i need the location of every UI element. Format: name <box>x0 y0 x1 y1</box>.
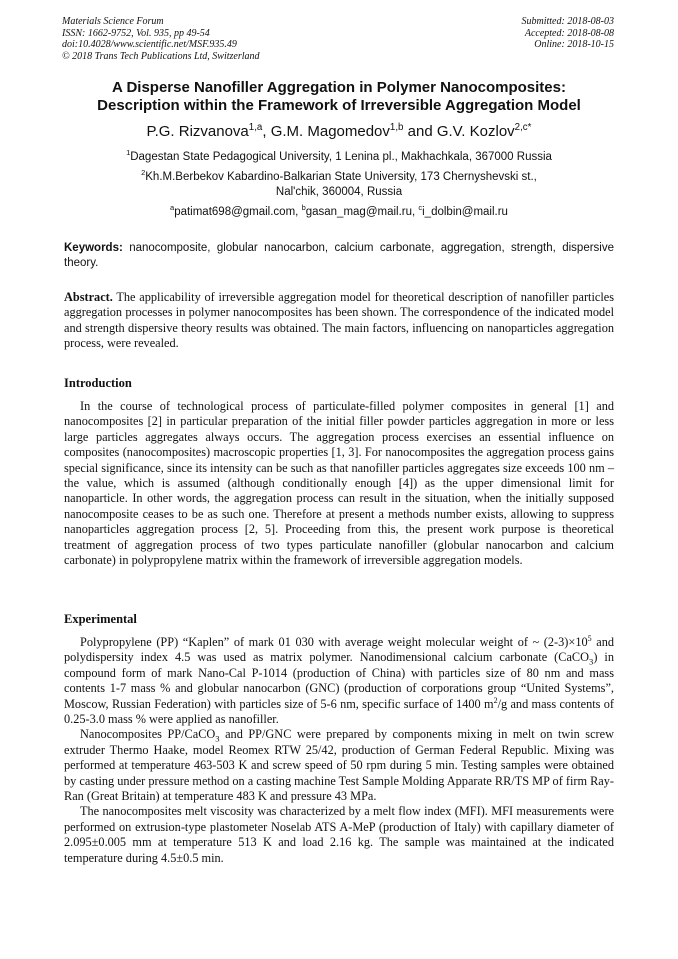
email-separator: , <box>412 206 419 218</box>
experimental-section <box>64 635 614 866</box>
affiliation-number: 2 <box>141 168 146 178</box>
text-run: Nanocomposites PP/CaCO <box>80 727 216 742</box>
text-run: ) in compound form of mark Nano-Cal P-1014 (production of China) with particles size of 80 nm and mass contents 1-7 mass % and globular nanocarbon (GNC) (production of corporations group “United Systems”, Moscow, Russian Federation) with particles size of 5-6 nm, specific surface of 1400 m <box>64 650 614 711</box>
email-list <box>90 205 588 220</box>
email-mark: a <box>170 203 175 213</box>
paper-title <box>40 79 638 115</box>
email-mark: b <box>301 203 306 213</box>
affiliation-1 <box>90 150 588 165</box>
affiliation-text: Nal'chik, 360004, Russia <box>275 186 403 198</box>
text-run: /g and mass contents of 0.25-3.0 mass % were applied as nanofiller. <box>64 696 614 727</box>
experimental-heading: Experimental <box>64 612 137 626</box>
author-name: G.V. Kozlov <box>436 123 515 140</box>
email-link[interactable]: gasan_mag@mail.ru <box>305 206 412 218</box>
subscript: 3 <box>589 656 594 667</box>
subscript: 3 <box>215 733 220 744</box>
author-affiliation-mark: 1,b <box>389 122 404 133</box>
author-affiliation-mark: 1,a <box>248 122 263 133</box>
introduction-section <box>64 399 614 568</box>
journal-header-left <box>62 16 260 62</box>
abstract-text: The applicability of irreversible aggregation model for theoretical description of nanofiller particles aggregation processes in polymer nanocomposites has been shown. The correspondence of the indicated model and strength dispersive theory results was obtained. The main factors, influencing on nanoparticles aggregation process, were revealed. <box>64 290 614 351</box>
doi-line: doi:10.4028/www.scientific.net/MSF.935.49 <box>62 39 237 51</box>
experimental-paragraph-1 <box>64 635 614 727</box>
email-separator: , <box>295 206 302 218</box>
affiliation-2 <box>90 170 588 200</box>
author-separator: and <box>403 123 437 140</box>
keywords-label: Keywords: <box>64 242 123 254</box>
abstract-label: Abstract. <box>64 290 113 304</box>
author-name: P.G. Rizvanova <box>146 123 249 140</box>
journal-name: Materials Science Forum <box>62 16 164 27</box>
journal-header-right <box>522 16 615 51</box>
email-mark: c <box>418 203 423 213</box>
introduction-paragraph: In the course of technological process of particulate-filled polymer composites in general [1] and nanocomposites [2] in particular preparation of the initial filler powder particles aggregation in more or less large particles aggregates always occurs. The aggregation process exercises an essential influence on composites (nanocomposites) macroscopic properties [1, 3]. For nanocomposites the aggregation process gains special significance, since its intensity can be such as that nanofiller particles aggregates size exceeds 100 nm – the value, which is assumed (although conditionally enough [4]) as the upper dimensional limit for nanoparticle. In other words, the aggregation process can result in the situation, when the initially supposed nanocomposite ceases to be as such one. Therefore at present a methods number exists, allowing to suppress nanoparticles aggregation process [2, 5]. Proceeding from this, the present work purpose is theoretical treatment of aggregation process of two types particulate nanofiller (globular nanocarbon and calcium carbonate) in polypropylene matrix within the framework of irreversible aggregation models. <box>64 399 614 568</box>
issn-line: ISSN: 1662-9752, Vol. 935, pp 49-54 <box>62 27 210 39</box>
email-link[interactable]: i_dolbin@mail.ru <box>422 206 508 218</box>
experimental-paragraph-3: The nanocomposites melt viscosity was characterized by a melt flow index (MFI). MFI measurements were performed on extrusion-type plastometer Noselab ATS A-MeP (production of Italy) with capillary diameter of 2.095±0.005 mm at temperature 513 K and load 2.16 kg. The sample was maintained at the indicated temperature during 4.5±0.5 min. <box>64 804 614 865</box>
online-date: Online: 2018-10-15 <box>534 39 614 51</box>
copyright-line: © 2018 Trans Tech Publications Ltd, Switzerland <box>62 50 260 62</box>
text-run: and polydispersity index 4.5 was used as matrix polymer. Nanodimensional calcium carbonate (CaCO <box>64 635 614 665</box>
email-link[interactable]: patimat698@gmail.com <box>174 206 296 218</box>
affiliation-text: Dagestan State Pedagogical University, 1 Lenina pl., Makhachkala, 367000 Russia <box>130 151 552 163</box>
text-run: Polypropylene (PP) “Kaplen” of mark 01 030 with average weight molecular weight of ~ (2-3)×10 <box>80 635 588 649</box>
title-line-2: Description within the Framework of Irreversible Aggregation Model <box>97 97 581 114</box>
author-name: G.M. Magomedov <box>270 123 390 140</box>
affiliation-text: Kh.M.Berbekov Kabardino-Balkarian State University, 173 Chernyshevski st., <box>145 171 537 183</box>
keywords-text: nanocomposite, globular nanocarbon, calcium carbonate, aggregation, strength, dispersive theory. <box>64 242 614 269</box>
experimental-paragraph-2 <box>64 727 614 804</box>
submitted-date: Submitted: 2018-08-03 <box>521 16 614 27</box>
text-run: and PP/GNC were prepared by components mixing in melt on twin screw extruder Thermo Haake, model Reomex RTW 25/42, production of German Federal Republic. Mixing was performed at temperature 463-503 K and screw speed of 50 rpm during 5 min. Testing samples were obtained by casting under pressure method on a casting machine Test Sample Molding Apparate RR/TS MP of firm Ray-Ran (Great Britain) at temperature 483 K and pressure 43 MPa. <box>64 727 615 804</box>
abstract-section <box>64 290 614 352</box>
author-list <box>40 122 638 142</box>
accepted-date: Accepted: 2018-08-08 <box>524 27 614 39</box>
superscript: 2 <box>493 695 498 705</box>
affiliation-number: 1 <box>126 148 131 158</box>
keywords-section <box>64 241 614 271</box>
author-affiliation-mark: 2,c* <box>514 122 532 133</box>
introduction-heading: Introduction <box>64 376 132 390</box>
author-separator: , <box>262 123 271 140</box>
title-line-1: A Disperse Nanofiller Aggregation in Polymer Nanocomposites: <box>112 79 566 96</box>
superscript: 5 <box>587 633 592 643</box>
